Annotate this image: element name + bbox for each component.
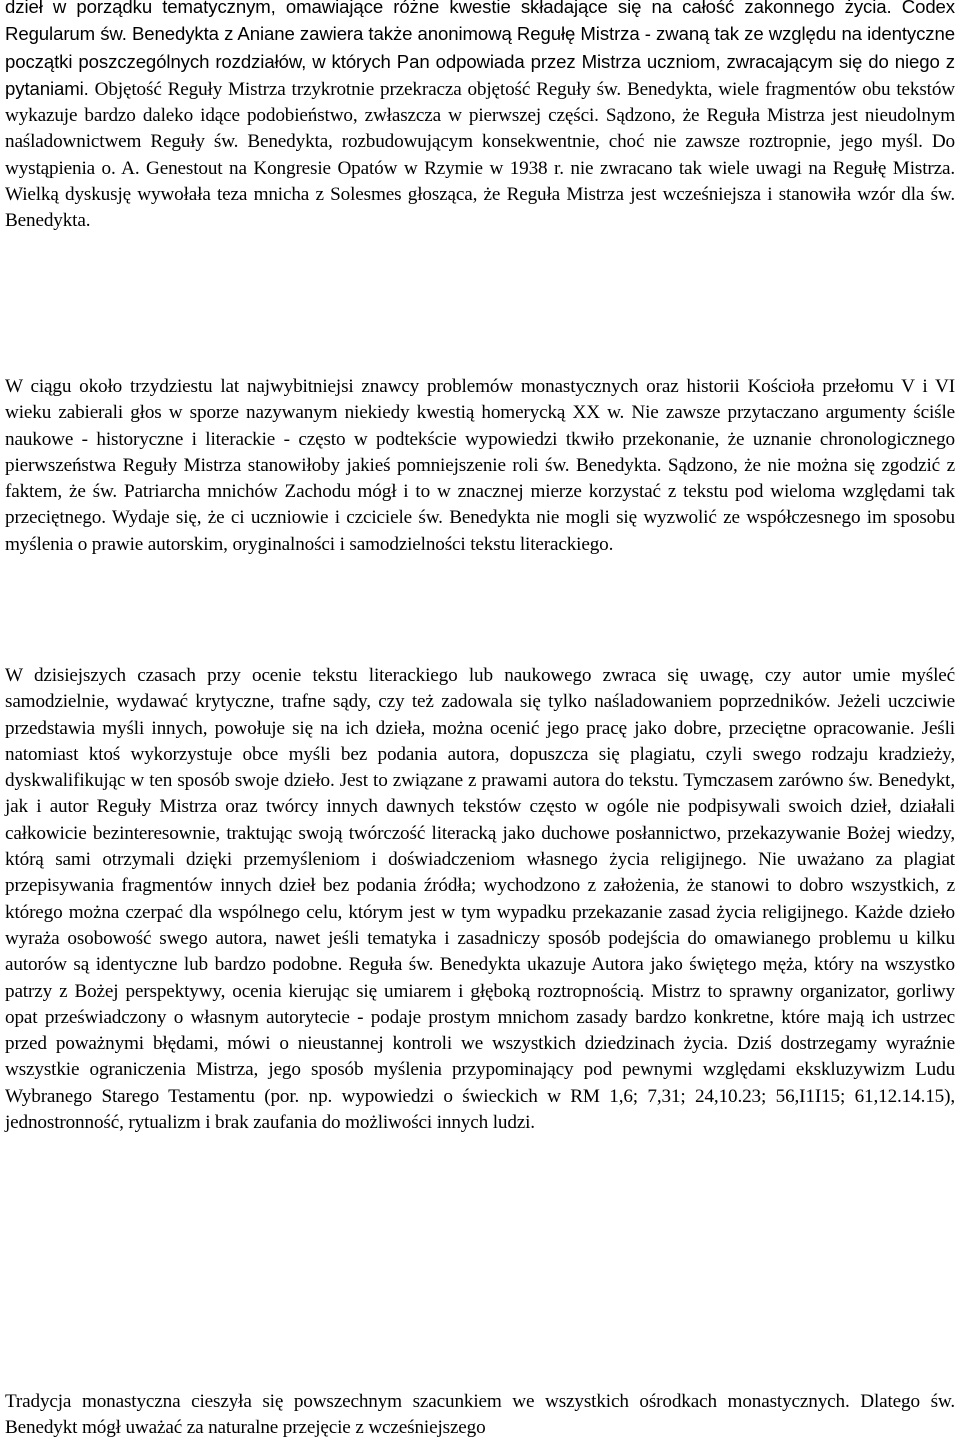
paragraph-1-serif-text: Objętość Reguły Mistrza trzykrotnie przekracza objętość Reguły św. Benedykta, wiele fragmentów obu tekstów wykazuje bardzo daleko idące podobieństwo, zwłaszcza w pierwszej części. Sądzono, że Reguła Mistrza jest nieudolnym naśladownictwem Reguły św. Benedykta, rozbudowującym konsekwentnie, choć nie zawsze roztropnie, jego myśl. Do wystąpienia o. A. Genestout na Kongresie Opatów w Rzymie w 1938 r. nie zwracano tak wiele uwagi na Regułę Mistrza. Wielką dyskusję wywołała teza mnicha z Solesmes głosząca, że Reguła Mistrza jest wcześniejsza i stanowiła wzór dla św. Benedykta.	[5, 78, 955, 232]
paragraph-4: Tradycja monastyczna cieszyła się powszechnym szacunkiem we wszystkich ośrodkach monastycznych. Dlatego św. Benedykt mógł uważać za naturalne przejęcie z wcześniejszego	[5, 1391, 955, 1439]
paragraph-3: W dzisiejszych czasach przy ocenie tekstu literackiego lub naukowego zwraca się uwagę, czy autor umie myśleć samodzielnie, wydawać krytyczne, trafne sądy, czy też zadowala się tylko naśladowaniem poprzedników. Jeżeli uczciwie przedstawia myśli innych, powołuje się na ich dzieła, można ocenić jego pracę jako dobre, przeciętne opracowanie. Jeśli natomiast ktoś wykorzystuje obce myśli bez podania autora, dopuszcza się plagiatu, czyli swego rodzaju kradzieży, dyskwalifikując w ten sposób swoje dzieło. Jest to związane z prawami autora do tekstu. Tymczasem zarówno św. Benedykt, jak i autor Reguły Mistrza oraz twórcy innych dawnych tekstów często w ogóle nie podpisywali swoich dzieł, działali całkowicie bezinteresownie, traktując swoją twórczość literacką jako duchowe posłannictwo, przekazywanie Bożej wiedzy, którą sami otrzymali dzięki przemyśleniom i doświadczeniom własnego życia religijnego. Nie uważano za plagiat przepisywania fragmentów innych dzieł bez podania źródła; wychodzono z założenia, że stanowi to dobro wszystkich, z którego można czerpać dla wspólnego celu, którym jest w tym wypadku przekazanie zasad życia religijnego. Każde dzieło wyraża osobowość swego autora, nawet jeśli tematyka i zasadniczy sposób podejścia do omawianego problemu u kilku autorów są identyczne lub bardzo podobne. Reguła św. Benedykta ukazuje Autora jako świętego męża, który na wszystko patrzy z Bożej perspektywy, ocenia kierując się umiarem i głęboką roztropnością. Mistrz to sprawny organizator, gorliwy opat przeświadczony o własnym autorytecie - podaje prostym mnichom zasady bardzo konkretne, które mają ich ustrzec przed poważnymi błędami, mówi o nieustannej kontroli we wszystkich dziedzinach życia. Dziś dostrzegamy wyraźnie wszystkie ograniczenia Mistrza, jego sposób myślenia przypominający pod pewnymi względami ekskluzywizm Ludu Wybranego Starego Testamentu (por. np. wypowiedzi o świeckich w RM 1,6; 7,31; 24,10.23; 56,I1I15; 61,12.14.15), jednostronność, rytualizm i brak zaufania do możliwości innych ludzi.	[5, 665, 955, 1134]
paragraph-1-sans-text: dzieł w porządku tematycznym, omawiające różne kwestie składające się na całość zakonnego życia. Codex Regularum św. Benedykta z Aniane zawiera także anonimową Regułę Mistrza - zwaną tak ze względu na identyczne początki poszczególnych rozdziałów, w których Pan odpowiada przez Mistrza uczniom, zwracającym się do niego z pytaniami.	[5, 0, 955, 99]
paragraph-2: W ciągu około trzydziestu lat najwybitniejsi znawcy problemów monastycznych oraz historii Kościoła przełomu V i VI wieku zabierali głos w sporze nazywanym niekiedy kwestią homerycką XX w. Nie zawsze przytaczano argumenty ściśle naukowe - historyczne i literackie - często w podtekście wypowiedzi tkwiło przekonanie, że uznanie chronologicznego pierwszeństwa Reguły Mistrza stanowiłoby jakieś pomniejszenie roli św. Benedykta. Sądzono, że nie można się zgodzić z faktem, że św. Patriarcha mnichów Zachodu mógł i to w znacznej mierze korzystać z tekstu pod wieloma względami tak przeciętnego. Wydaje się, że ci uczniowie i czciciele św. Benedykta nie mogli się wyzwolić ze współczesnego im sposobu myślenia o prawie autorskim, oryginalności i samodzielności tekstu literackiego.	[5, 376, 955, 555]
paragraph-1	[5, 0, 955, 235]
